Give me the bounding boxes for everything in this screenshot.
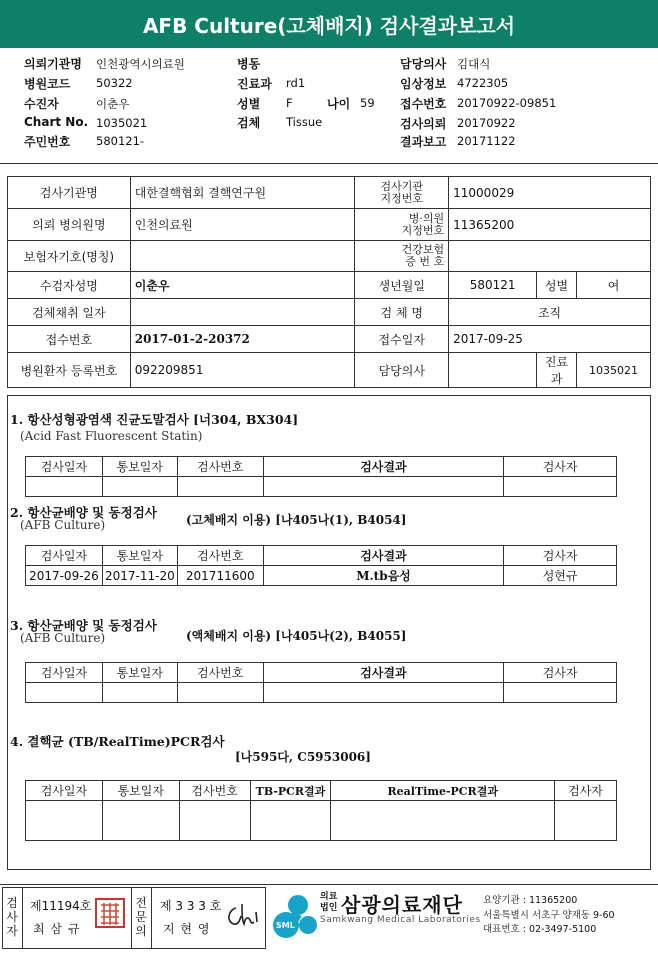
resident-no-value: 580121- <box>96 134 145 148</box>
table-cell <box>102 801 179 841</box>
section-2-heading: 2. 항산균배양 및 동정검사 <box>10 505 157 520</box>
hosp-no-value: 11365200 <box>449 209 651 241</box>
table-cell <box>504 683 617 703</box>
reg-no-value: 092209851 <box>130 353 355 388</box>
org-phone: 대표번호 : 02-3497-5100 <box>483 924 597 935</box>
exam-org-no-label-1: 검사기관 <box>380 179 423 193</box>
table-cell: 201711600 <box>177 566 263 586</box>
section-4-heading: 4. 결핵균 (TB/RealTime)PCR검사 <box>10 734 225 749</box>
section-3-sub: (AFB Culture) <box>20 631 106 645</box>
column-header: 검사자 <box>504 546 617 566</box>
table-cell <box>555 801 617 841</box>
reg-no-label: 병원환자 등록번호 <box>8 353 131 388</box>
clinical-info-label: 임상정보 <box>400 77 447 91</box>
health-no-label-1: 건강보험 <box>401 243 445 256</box>
doctor-value: 김대식 <box>457 57 491 71</box>
table-cell <box>504 477 617 497</box>
specimen-label: 검체 <box>237 116 261 130</box>
logo-text: SML <box>276 921 295 930</box>
dob-label: 생년월일 <box>355 272 449 299</box>
chart-no-value: 1035021 <box>96 116 148 130</box>
column-header: 통보일자 <box>102 457 177 477</box>
receipt-date-label: 접수일자 <box>355 326 449 353</box>
table-cell <box>263 683 504 703</box>
dob-value: 580121 <box>449 272 537 299</box>
section-1-heading: 1. 항산성형광염색 진균도말검사 [너304, BX304] <box>10 412 299 427</box>
receipt-number-value: 2017-01-2-20372 <box>130 326 355 353</box>
org-name: 삼광의료재단 <box>341 893 463 917</box>
section-3-heading: 3. 항산균배양 및 동정검사 <box>10 618 157 633</box>
specimen-value: Tissue <box>286 115 323 129</box>
org-address: 서울특별시 서초구 양재동 9-60 <box>483 910 615 921</box>
specialist-label: 전문의 <box>135 896 147 938</box>
request-date-value: 20170922 <box>457 116 516 130</box>
table-cell: 성현규 <box>504 566 617 586</box>
column-header: 통보일자 <box>102 781 179 801</box>
corp-label-2: 법인 <box>320 903 338 913</box>
req-hosp-value: 인천의료원 <box>130 209 355 241</box>
column-header: 검사자 <box>504 457 617 477</box>
dept-cell-value: 1035021 <box>576 353 650 388</box>
table-cell <box>26 801 103 841</box>
column-header: 검사결과 <box>263 457 504 477</box>
req-hosp-label: 의뢰 병의원명 <box>8 209 131 241</box>
hosp-code-value: 50322 <box>96 76 133 90</box>
sex-cell-value: 여 <box>576 272 650 299</box>
patient-name-value: 이춘우 <box>130 272 355 299</box>
section-2-sub: (AFB Culture) <box>20 518 106 532</box>
exam-org-no-value: 11000029 <box>449 177 651 209</box>
examiner-no: 제11194호 <box>30 899 92 913</box>
column-header: 검사결과 <box>263 546 503 566</box>
exam-org-value: 대한결핵협회 결핵연구원 <box>130 177 355 209</box>
column-header: 검사일자 <box>26 781 103 801</box>
attending-value <box>449 353 537 388</box>
column-header: 검사번호 <box>179 781 250 801</box>
table-cell <box>177 477 263 497</box>
patient-name-label: 수검자성명 <box>8 272 131 299</box>
table-cell <box>250 801 331 841</box>
footer-divider <box>0 884 658 885</box>
column-header: 검사번호 <box>177 457 263 477</box>
examiner-seal-icon <box>94 897 126 929</box>
column-header: RealTime-PCR결과 <box>331 781 555 801</box>
sex-cell-label: 성별 <box>537 272 577 299</box>
section-4-table <box>25 780 617 841</box>
table-cell: 2017-09-26 <box>26 566 103 586</box>
report-date-value: 20171122 <box>457 134 516 148</box>
section-4-note: [나595다, C5953006] <box>235 750 371 764</box>
column-header: 검사번호 <box>177 546 263 566</box>
doctor-label: 담당의사 <box>400 57 447 71</box>
dept-value: rd1 <box>286 76 306 90</box>
corp-label-1: 의료 <box>320 892 338 902</box>
org-code: 요양기관 : 11365200 <box>483 895 578 906</box>
dept-label: 진료과 <box>237 77 272 91</box>
receipt-no-value: 20170922-09851 <box>457 96 557 110</box>
column-header: 검사자 <box>555 781 617 801</box>
patient-info-table <box>7 176 651 388</box>
examiner-name: 최 삼 규 <box>33 922 81 936</box>
report-date-label: 결과보고 <box>400 135 447 149</box>
sex-value: F <box>286 96 293 110</box>
age-value: 59 <box>360 96 375 110</box>
section-1-sub: (Acid Fast Fluorescent Statin) <box>20 429 203 443</box>
patient-label: 수진자 <box>24 97 59 111</box>
column-header: 검사결과 <box>263 663 504 683</box>
column-header: 검사일자 <box>26 546 103 566</box>
sex-label: 성별 <box>237 97 261 111</box>
table-cell: M.tb음성 <box>263 566 503 586</box>
collect-date-label: 검체채취 일자 <box>8 299 131 326</box>
table-cell <box>102 477 177 497</box>
column-header: 검사번호 <box>177 663 263 683</box>
table-cell <box>26 683 103 703</box>
hosp-code-label: 병원코드 <box>24 77 71 91</box>
specialist-no: 제 3 3 3 호 <box>160 899 222 913</box>
examiner-label: 검사자 <box>6 896 18 938</box>
hosp-no-label-2: 지정번호 <box>401 223 445 237</box>
table-cell: 2017-11-20 <box>102 566 177 586</box>
hosp-name-label: 의뢰기관명 <box>24 57 82 71</box>
org-eng-name: Samkwang Medical Laboratories <box>320 915 481 925</box>
request-date-label: 검사의뢰 <box>400 117 447 131</box>
receipt-date-value: 2017-09-25 <box>449 326 651 353</box>
section-2-note: (고체배지 이용) [나405나(1), B4054] <box>186 513 407 527</box>
specimen-name-value: 조직 <box>449 299 651 326</box>
ward-label: 병동 <box>237 57 261 71</box>
health-no-value <box>449 241 651 272</box>
sml-logo-icon <box>270 891 318 943</box>
column-header: 검사일자 <box>26 457 103 477</box>
insurer-label: 보험자기호(명칭) <box>8 241 131 272</box>
specimen-name-label: 검 체 명 <box>355 299 449 326</box>
health-no-label-2: 증 번 호 <box>405 255 445 268</box>
report-title: AFB Culture(고체배지) 검사결과보고서 <box>0 0 658 48</box>
section-3-table <box>25 662 617 703</box>
table-cell <box>26 477 103 497</box>
insurer-value <box>130 241 355 272</box>
receipt-number-label: 접수번호 <box>8 326 131 353</box>
column-header: 통보일자 <box>102 663 177 683</box>
hosp-name-value: 인천광역시의료원 <box>96 57 185 71</box>
section-3-note: (액체배지 이용) [나405나(2), B4055] <box>186 629 407 643</box>
signature-icon <box>222 900 262 930</box>
table-cell <box>331 801 555 841</box>
patient-value: 이춘우 <box>96 97 130 111</box>
column-header: 검사일자 <box>26 663 103 683</box>
clinical-info-value: 4722305 <box>457 76 509 90</box>
exam-org-label: 검사기관명 <box>8 177 131 209</box>
age-label: 나이 <box>327 97 351 111</box>
attending-label: 담당의사 <box>355 353 449 388</box>
hosp-no-label-1: 병·의원 <box>408 211 445 225</box>
header-divider <box>0 163 658 164</box>
section-2-table <box>25 545 617 586</box>
chart-no-label: Chart No. <box>24 115 89 129</box>
table-cell <box>179 801 250 841</box>
resident-no-label: 주민번호 <box>24 135 71 149</box>
table-cell <box>263 477 504 497</box>
table-cell <box>102 683 177 703</box>
receipt-no-label: 접수번호 <box>400 97 447 111</box>
section-1-table <box>25 456 617 497</box>
table-cell <box>177 683 263 703</box>
specialist-name: 지 현 영 <box>163 922 211 936</box>
dept-cell-label: 진료과 <box>537 353 577 388</box>
column-header: TB-PCR결과 <box>250 781 331 801</box>
column-header: 검사자 <box>504 663 617 683</box>
exam-org-no-label-2: 지정번호 <box>380 191 423 205</box>
column-header: 통보일자 <box>102 546 177 566</box>
collect-date-value <box>130 299 355 326</box>
